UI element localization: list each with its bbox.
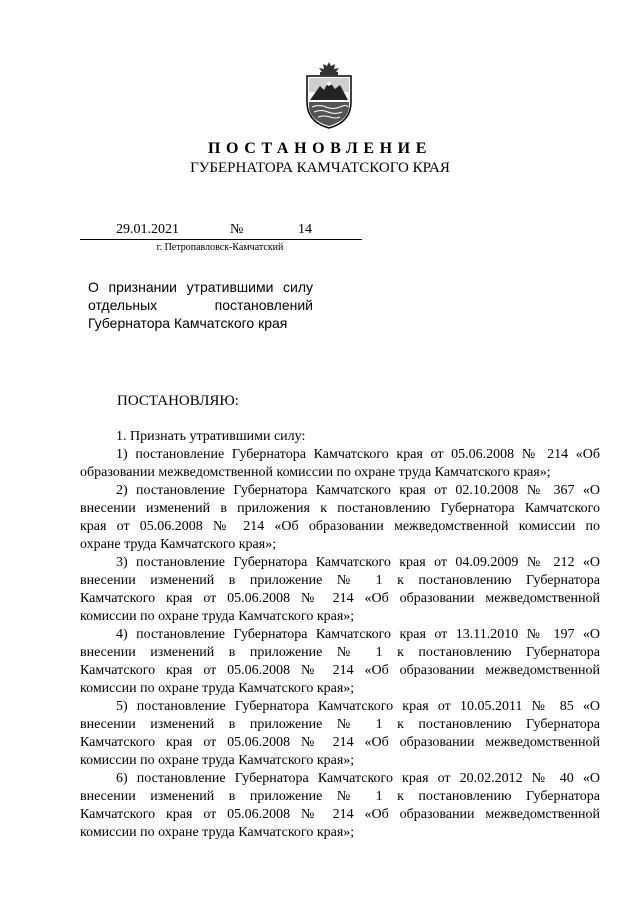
body-line: Камчатского края от 05.06.2008 № 214 «Об образовании межведомственной xyxy=(80,735,600,750)
document-body xyxy=(80,428,600,842)
document-title: ПОСТАНОВЛЕНИЕ xyxy=(208,140,432,157)
body-line: внесении изменений в приложение № 1 к постановлению Губернатора xyxy=(80,645,600,660)
issue-city: г. Петропавловск-Камчатский xyxy=(156,242,284,253)
body-line: 2) постановление Губернатора Камчатского края от 02.10.2008 № 367 «О xyxy=(116,483,600,498)
document-number: 14 xyxy=(298,222,312,237)
document-subject xyxy=(88,278,313,332)
body-line: 4) постановление Губернатора Камчатского края от 13.11.2010 № 197 «О xyxy=(116,627,600,642)
body-line: Камчатского края от 05.06.2008 № 214 «Об образовании межведомственной xyxy=(80,807,600,822)
body-line: внесении изменений в приложение № 1 к постановлению Губернатора xyxy=(80,789,600,804)
body-line: 1) постановление Губернатора Камчатского края от 05.06.2008 № 214 «Об xyxy=(116,447,600,462)
date-number-line xyxy=(80,222,362,240)
body-line: внесении изменений в приложение № 1 к постановлению Губернатора xyxy=(80,573,600,588)
number-sign: № xyxy=(230,222,244,237)
body-line: 1. Признать утратившими силу: xyxy=(116,429,306,444)
body-line: охране труда Камчатского края»; xyxy=(80,537,277,552)
body-line: края от 05.06.2008 № 214 «Об образовании межведомственной комиссии по xyxy=(80,519,600,534)
subject-line: Губернатора Камчатского края xyxy=(88,315,288,331)
body-line: 3) постановление Губернатора Камчатского края от 04.09.2009 № 212 «О xyxy=(116,555,600,570)
body-line: Камчатского края от 05.06.2008 № 214 «Об образовании межведомственной xyxy=(80,591,600,606)
subject-line: отдельных постановлений xyxy=(88,297,313,313)
body-line: внесении изменений в приложения к постановлению Губернатора Камчатского xyxy=(80,501,600,516)
issuer-name: ГУБЕРНАТОРА КАМЧАТСКОГО КРАЯ xyxy=(190,160,450,176)
document-date: 29.01.2021 xyxy=(116,222,179,237)
decree-word: ПОСТАНОВЛЯЮ: xyxy=(117,393,239,409)
body-line: внесении изменений в приложение № 1 к постановлению Губернатора xyxy=(80,717,600,732)
body-line: 5) постановление Губернатора Камчатского края от 10.05.2011 № 85 «О xyxy=(116,699,600,714)
body-line: комиссии по охране труда Камчатского края»; xyxy=(80,825,355,840)
kamchatka-coat-of-arms-icon xyxy=(302,60,356,130)
body-line: комиссии по охране труда Камчатского края»; xyxy=(80,681,355,696)
body-line: комиссии по охране труда Камчатского края»; xyxy=(80,609,355,624)
subject-line: О признании утратившими силу xyxy=(88,279,313,295)
body-line: комиссии по охране труда Камчатского края»; xyxy=(80,753,355,768)
body-line: образовании межведомственной комиссии по охране труда Камчатского края»; xyxy=(80,465,551,480)
body-line: Камчатского края от 05.06.2008 № 214 «Об образовании межведомственной xyxy=(80,663,600,678)
body-line: 6) постановление Губернатора Камчатского края от 20.02.2012 № 40 «О xyxy=(116,771,600,786)
